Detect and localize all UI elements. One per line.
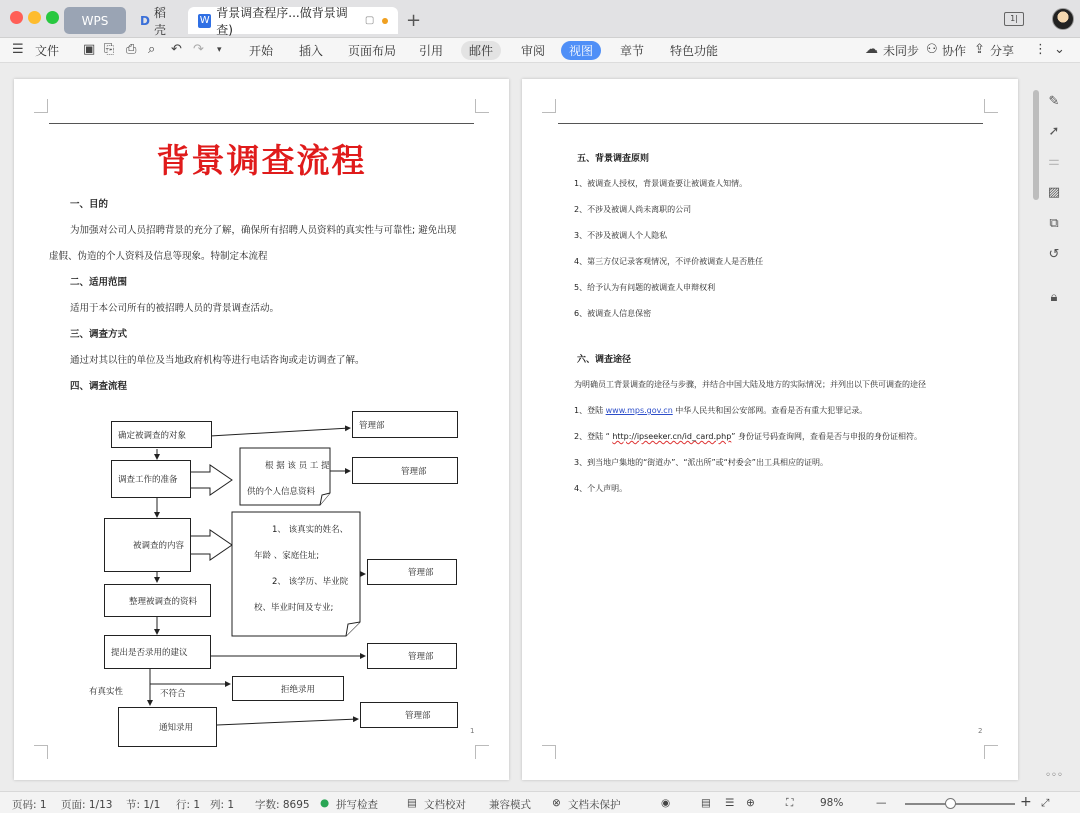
zoom-value[interactable]: 98% (820, 797, 844, 809)
page-number: 1 (470, 727, 475, 735)
spell-check-button[interactable]: 拼写检查 (336, 799, 378, 811)
channel-1-prefix: 1、登陆 (574, 406, 606, 415)
tab-view[interactable]: 视图 (561, 41, 601, 60)
flow-step-organize: 整理被调查的资料 (104, 584, 211, 617)
save-icon[interactable]: ▣ (83, 42, 96, 57)
web-view-icon[interactable]: ⊕ (746, 797, 755, 809)
page-number: 2 (978, 727, 983, 735)
tab-wps-label: WPS (81, 13, 109, 28)
heading-channels: 六、调查途径 (577, 355, 632, 365)
heading-principles: 五、背景调查原则 (577, 154, 650, 164)
status-row: 行: 1 (176, 799, 201, 811)
flow-step-confirm: 确定被调查的对象 (111, 421, 212, 448)
principle-item: 3、不涉及被调人个人隐私 (574, 231, 668, 240)
tab-wps[interactable] (64, 7, 126, 34)
undo-icon[interactable]: ↶ (171, 42, 182, 57)
edit-pen-icon[interactable]: ✎ (1048, 94, 1060, 109)
status-page-code[interactable]: 页码: 1 (12, 799, 47, 811)
status-pages[interactable]: 页面: 1/13 (61, 799, 113, 811)
title-bar (0, 0, 1080, 38)
flow-hr-box: 管理部 (367, 643, 457, 669)
window-layout-icon[interactable]: 1| (1004, 12, 1024, 26)
zoom-out-button[interactable]: — (876, 797, 887, 809)
new-tab-button[interactable]: + (406, 10, 422, 31)
ipseeker-link[interactable]: http://ipseeker.cn/id_card.php (612, 432, 732, 441)
paragraph-purpose-line1: 为加强对公司人员招聘背景的充分了解，确保所有招聘人员资料的真实性与可靠性; 避免出现 (70, 225, 457, 236)
select-cursor-icon[interactable]: ➚ (1048, 124, 1060, 139)
document-page-1[interactable] (14, 79, 509, 780)
zoom-slider[interactable] (905, 803, 1015, 805)
backup-icon[interactable]: ⧉ (1049, 216, 1059, 231)
quick-access-dropdown-icon[interactable]: ▾ (217, 45, 222, 55)
paragraph-scope: 适用于本公司所有的被招聘人员的背景调查活动。 (70, 303, 280, 314)
flow-hr-box: 管理部 (352, 411, 458, 438)
margin-corner-mark (984, 745, 998, 759)
heading-purpose: 一、目的 (70, 199, 109, 210)
tab-special[interactable]: 特色功能 (670, 44, 719, 58)
channel-1-suffix: 中华人民共和国公安部网。查看是否有重大犯罪记录。 (672, 406, 868, 415)
tab-reference[interactable]: 引用 (419, 44, 444, 58)
heading-flow: 四、调查流程 (70, 381, 128, 392)
heading-method: 三、调查方式 (70, 329, 128, 340)
margin-corner-mark (984, 99, 998, 113)
status-word-count[interactable]: 字数: 8695 (255, 799, 310, 811)
tab-mail[interactable]: 邮件 (461, 41, 501, 60)
page-view-icon[interactable]: ▤ (701, 797, 711, 809)
tab-daoke[interactable] (130, 5, 186, 37)
export-icon[interactable]: ⎘ (104, 42, 115, 57)
scrollbar-thumb[interactable] (1033, 90, 1039, 200)
tab-chapter[interactable]: 章节 (620, 44, 645, 58)
status-bar (0, 791, 1080, 813)
spell-check-icon: ● (320, 797, 330, 809)
channels-intro: 为明确员工背景调查的途径与步骤，并结合中国大陆及地方的实际情况；并列出以下供可调查的途径 (574, 380, 926, 389)
minimize-window-button[interactable] (28, 11, 41, 24)
flow-step-notify: 通知录用 (118, 707, 217, 747)
status-col: 列: 1 (210, 799, 235, 811)
unsaved-dot-icon (382, 18, 388, 24)
flow-note-content-1: 1、 该真实的姓名、 (272, 525, 349, 535)
zoom-slider-knob[interactable] (945, 798, 956, 809)
tab-document-label: 背景调查程序...做背景调查) (216, 5, 348, 37)
doc-check-button[interactable]: 文档校对 (424, 799, 466, 811)
flow-step-content: 被调查的内容 (104, 518, 191, 572)
hamburger-menu-icon[interactable]: ☰ (12, 42, 24, 57)
tab-start[interactable]: 开始 (249, 44, 274, 58)
sync-status[interactable]: 未同步 (883, 44, 920, 58)
channel-2-prefix: 2、登陆 “ (574, 432, 613, 441)
flow-note-content-4: 校、毕业时间及专业; (254, 603, 334, 613)
principle-item: 6、被调查人信息保密 (574, 309, 652, 318)
margin-corner-mark (542, 99, 556, 113)
compat-mode: 兼容模式 (489, 799, 531, 811)
collab-button[interactable]: 协作 (942, 44, 967, 58)
principle-item: 4、第三方仅记录客观情况，不评价被调查人是否胜任 (574, 257, 764, 266)
image-icon[interactable]: ▨ (1047, 185, 1061, 200)
page-title: 背景调查流程 (156, 141, 367, 180)
flow-step-reject: 拒绝录用 (232, 676, 344, 701)
word-doc-icon: W (199, 15, 210, 26)
protect-icon: ⊗ (552, 797, 561, 809)
outline-view-icon[interactable]: ☰ (725, 797, 735, 809)
print-preview-icon[interactable]: ⌕ (148, 42, 156, 57)
flow-hr-box: 管理部 (352, 457, 458, 484)
paragraph-method: 通过对其以往的单位及当地政府机构等进行电话咨询或走访调查了解。 (70, 355, 365, 366)
adjust-sliders-icon[interactable]: ⚌ (1048, 154, 1060, 169)
zoom-window-button[interactable] (46, 11, 59, 24)
tab-insert[interactable]: 插入 (299, 44, 324, 58)
margin-corner-mark (542, 745, 556, 759)
collapse-ribbon-icon[interactable]: ⌄ (1054, 42, 1065, 57)
eye-protection-icon[interactable]: ◉ (661, 797, 671, 809)
daoke-icon: D (140, 13, 150, 28)
comment-icon[interactable]: ▢ (364, 15, 375, 26)
heading-scope: 二、适用范围 (70, 277, 128, 288)
mps-link[interactable]: www.mps.gov.cn (605, 406, 673, 415)
fullscreen-icon[interactable]: ⤢ (1041, 797, 1050, 809)
channel-item-3: 3、到当地户集地的“街道办”、“派出所”或“村委会”出工具相应的证明。 (574, 458, 828, 467)
tab-daoke-label: 稻壳 (153, 5, 166, 37)
tab-review[interactable]: 审阅 (521, 44, 546, 58)
collab-icon: ⚇ (926, 42, 938, 57)
tab-document[interactable] (188, 5, 398, 37)
lock-icon[interactable]: 🔒︎ (1050, 290, 1058, 305)
flow-label-true: 有真实性 (89, 687, 124, 697)
flow-note-content-2: 年龄 、家庭住址; (254, 551, 320, 561)
share-icon: ⇪ (974, 42, 985, 57)
more-icon[interactable]: ⋮ (1034, 42, 1047, 57)
flow-note-content-3: 2、 该学历、毕业院 (272, 577, 349, 587)
flow-note-employee-info-1: 根 据 该 员 工 提 (265, 461, 330, 471)
channel-item-2 (574, 431, 922, 442)
flow-hr-box: 管理部 (367, 559, 457, 585)
header-rule (558, 123, 983, 124)
history-icon[interactable]: ↺ (1048, 247, 1060, 262)
fit-page-icon[interactable]: ⛶ (786, 797, 794, 809)
more-dots-icon[interactable]: ◦◦◦ (1045, 770, 1063, 781)
file-menu[interactable]: 文件 (35, 44, 60, 58)
flow-hr-box: 管理部 (360, 702, 458, 728)
paragraph-purpose-line2: 虚假、伪造的个人资料及信息等现象。特制定本流程 (49, 251, 268, 262)
principle-item: 2、不涉及被调人尚未离职的公司 (574, 205, 692, 214)
document-page-2[interactable] (522, 79, 1018, 780)
principle-item: 5、给予认为有问题的被调查人申辩权利 (574, 283, 716, 292)
protect-status[interactable]: 文档未保护 (568, 799, 621, 811)
doc-check-icon: ▤ (407, 797, 417, 809)
print-icon[interactable]: ⎙ (126, 42, 137, 57)
flow-step-prepare: 调查工作的准备 (111, 460, 191, 498)
avatar[interactable] (1052, 8, 1074, 30)
channel-item-1 (574, 405, 867, 416)
flow-note-employee-info-2: 供的个人信息资料 (247, 487, 316, 497)
flow-label-mismatch: 不符合 (160, 689, 186, 699)
redo-icon[interactable]: ↷ (193, 42, 204, 57)
zoom-in-button[interactable]: + (1020, 794, 1032, 810)
status-section: 节: 1/1 (126, 799, 161, 811)
close-window-button[interactable] (10, 11, 23, 24)
flow-step-suggest: 提出是否录用的建议 (104, 635, 211, 669)
vertical-scrollbar[interactable] (1031, 80, 1041, 780)
channel-2-suffix: ” 身份证号码查询网，查看是否与申报的身份证相符。 (731, 432, 922, 441)
tab-page-layout[interactable]: 页面布局 (348, 44, 397, 58)
menu-bar (0, 38, 1080, 63)
cloud-sync-icon: ☁ (865, 42, 878, 57)
principle-item: 1、被调查人授权，背景调查要让被调查人知情。 (574, 179, 748, 188)
share-button[interactable]: 分享 (990, 44, 1015, 58)
channel-item-4: 4、个人声明。 (574, 484, 628, 493)
